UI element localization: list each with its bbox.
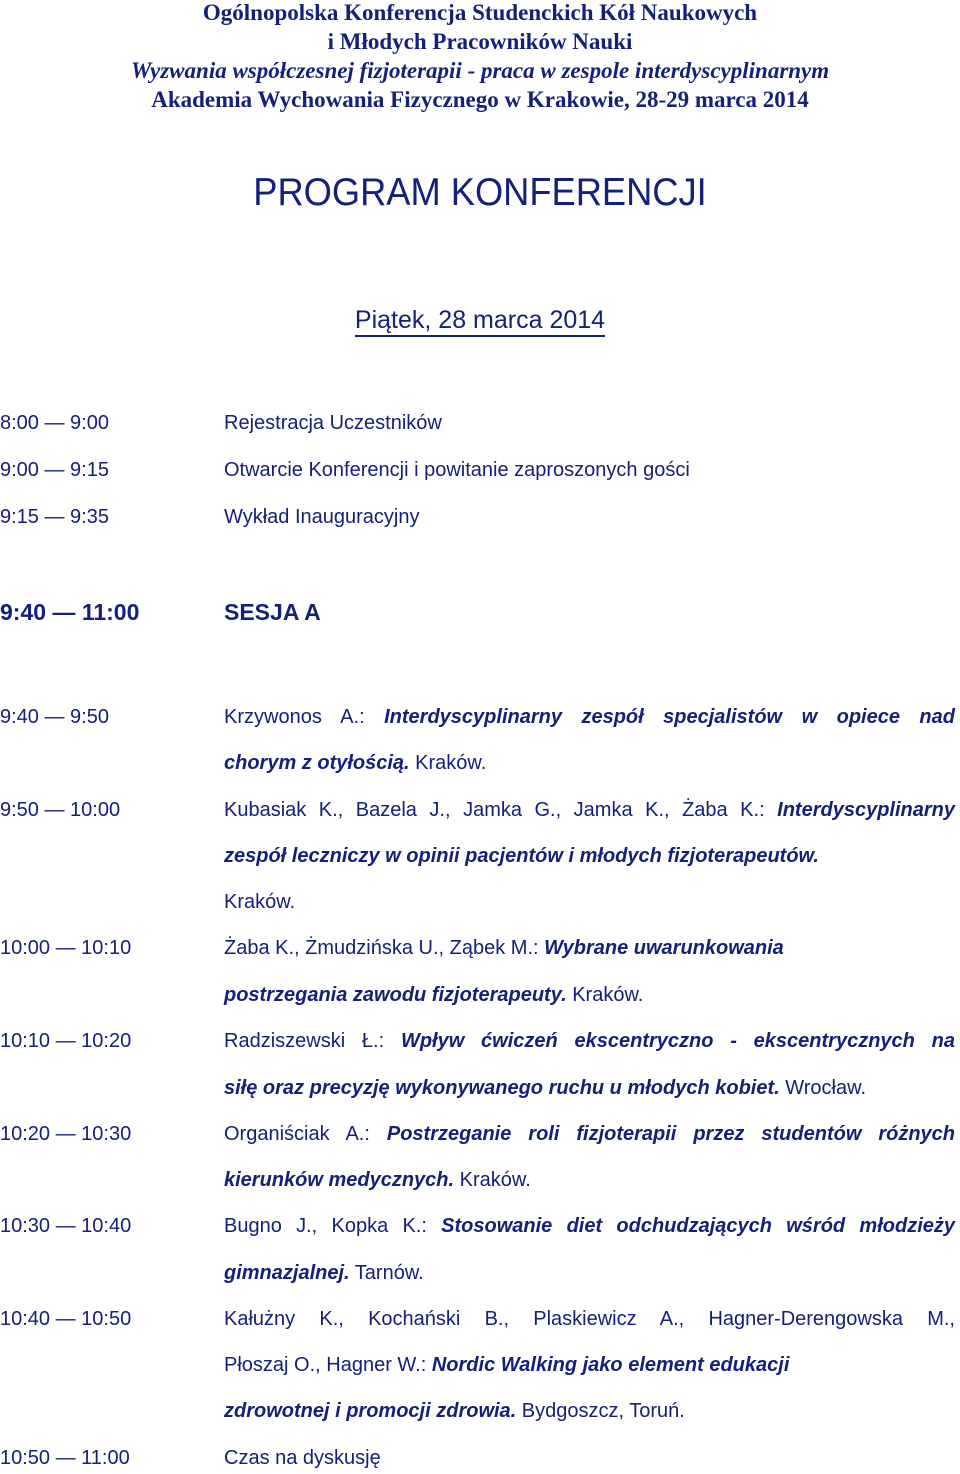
conference-theme: Wyzwania współczesnej fizjoterapii - praca w zespole interdyscyplinarnym — [130, 58, 830, 83]
talk-city: Kraków. — [566, 984, 644, 1006]
session-label: SESJA A — [224, 599, 321, 625]
talk-time: 9:50 — 10:00 — [0, 799, 121, 821]
talk-line — [224, 1073, 955, 1103]
talk-city: Wrocław. — [779, 1077, 867, 1099]
schedule-item: Czas na dyskusję — [224, 1447, 381, 1469]
talk-title: zespół leczniczy w opinii pacjentów i młodych fizjoterapeutów. — [224, 845, 819, 867]
schedule-item: Wykład Inauguracyjny — [224, 506, 420, 528]
schedule-time: 8:00 — 9:00 — [0, 412, 109, 434]
talk-line — [224, 1396, 955, 1426]
talk-city: Bydgoszcz, Toruń. — [516, 1400, 685, 1422]
talk-time: 9:40 — 9:50 — [0, 706, 109, 728]
talk-line — [224, 933, 955, 963]
talk-line — [224, 887, 955, 917]
talk-line — [224, 795, 955, 825]
schedule-item: Rejestracja Uczestników — [224, 412, 442, 434]
talk-time: 10:40 — 10:50 — [0, 1308, 132, 1330]
talk-authors: Bugno J., Kopka K.: — [224, 1215, 442, 1237]
talk-authors: Radziszewski Ł.: — [224, 1030, 401, 1052]
talk-line — [224, 1119, 955, 1149]
page-title: PROGRAM KONFERENCJI — [253, 171, 707, 214]
talk-city: Kraków. — [454, 1169, 531, 1191]
talk-title: siłę oraz precyzję wykonywanego ruchu u młodych kobiet. — [224, 1077, 780, 1099]
talk-authors: Żaba K., Żmudzińska U., Ząbek M.: — [224, 937, 545, 959]
talk-line — [224, 1258, 955, 1288]
conference-name-line1: Ogólnopolska Konferencja Studenckich Kół Naukowych — [202, 0, 758, 25]
talk-title: chorym z otyłością. — [224, 752, 410, 774]
schedule-time: 9:00 — 9:15 — [0, 459, 109, 481]
talk-title: Wpływ ćwiczeń ekscentryczno - ekscentrycznych na — [400, 1030, 955, 1052]
talk-city: Kraków. — [409, 752, 487, 774]
schedule-time: 10:50 — 11:00 — [0, 1447, 130, 1469]
talk-line — [224, 980, 955, 1010]
talk-time: 10:30 — 10:40 — [0, 1215, 132, 1237]
talk-line — [224, 1350, 955, 1380]
talk-title: postrzegania zawodu fizjoterapeuty. — [224, 984, 567, 1006]
talk-title: zdrowotnej i promocji zdrowia. — [224, 1400, 517, 1422]
conference-venue-date: Akademia Wychowania Fizycznego w Krakowie, 28-29 marca 2014 — [151, 87, 809, 112]
talk-line — [224, 702, 955, 732]
talk-title: Interdyscyplinarny zespół specjalistów w opiece nad — [384, 706, 955, 728]
day-heading — [0, 302, 960, 338]
talk-title: Stosowanie diet odchudzających wśród młodzieży — [441, 1215, 955, 1237]
session-time: 9:40 — 11:00 — [0, 599, 140, 625]
talk-authors: Kałużny K., Kochański B., Plaskiewicz A., Hagner-Derengowska M., — [224, 1308, 955, 1330]
talk-title: gimnazjalnej. — [224, 1262, 350, 1284]
talk-title: Wybrane uwarunkowania — [544, 937, 784, 959]
talk-title: Nordic Walking jako element edukacji — [431, 1354, 790, 1376]
conference-name-line2: i Młodych Pracowników Nauki — [327, 29, 633, 54]
schedule-time: 9:15 — 9:35 — [0, 506, 109, 528]
talk-authors: Organiściak A.: — [224, 1123, 387, 1145]
talk-line — [224, 748, 955, 778]
talk-authors: Kubasiak K., Bazela J., Jamka G., Jamka K., Żaba K.: — [224, 799, 778, 821]
talk-title: Interdyscyplinarny — [777, 799, 955, 821]
talk-time: 10:10 — 10:20 — [0, 1030, 132, 1052]
talk-authors: Krzywonos A.: — [224, 706, 385, 728]
talk-city: Kraków. — [224, 891, 296, 913]
talk-time: 10:20 — 10:30 — [0, 1123, 132, 1145]
day-heading-text: Piątek, 28 marca 2014 — [355, 306, 605, 337]
talk-line — [224, 1211, 955, 1241]
talk-city: Tarnów. — [349, 1262, 424, 1284]
talk-authors: Płoszaj O., Hagner W.: — [224, 1354, 432, 1376]
talk-title: Postrzeganie roli fizjoterapii przez studentów różnych — [386, 1123, 956, 1145]
talk-title: kierunków medycznych. — [224, 1169, 455, 1191]
schedule-item: Otwarcie Konferencji i powitanie zaproszonych gości — [224, 459, 690, 481]
talk-line — [224, 1026, 955, 1056]
talk-line — [224, 1304, 955, 1334]
talk-line — [224, 841, 955, 871]
talk-time: 10:00 — 10:10 — [0, 937, 132, 959]
talk-line — [224, 1165, 955, 1195]
